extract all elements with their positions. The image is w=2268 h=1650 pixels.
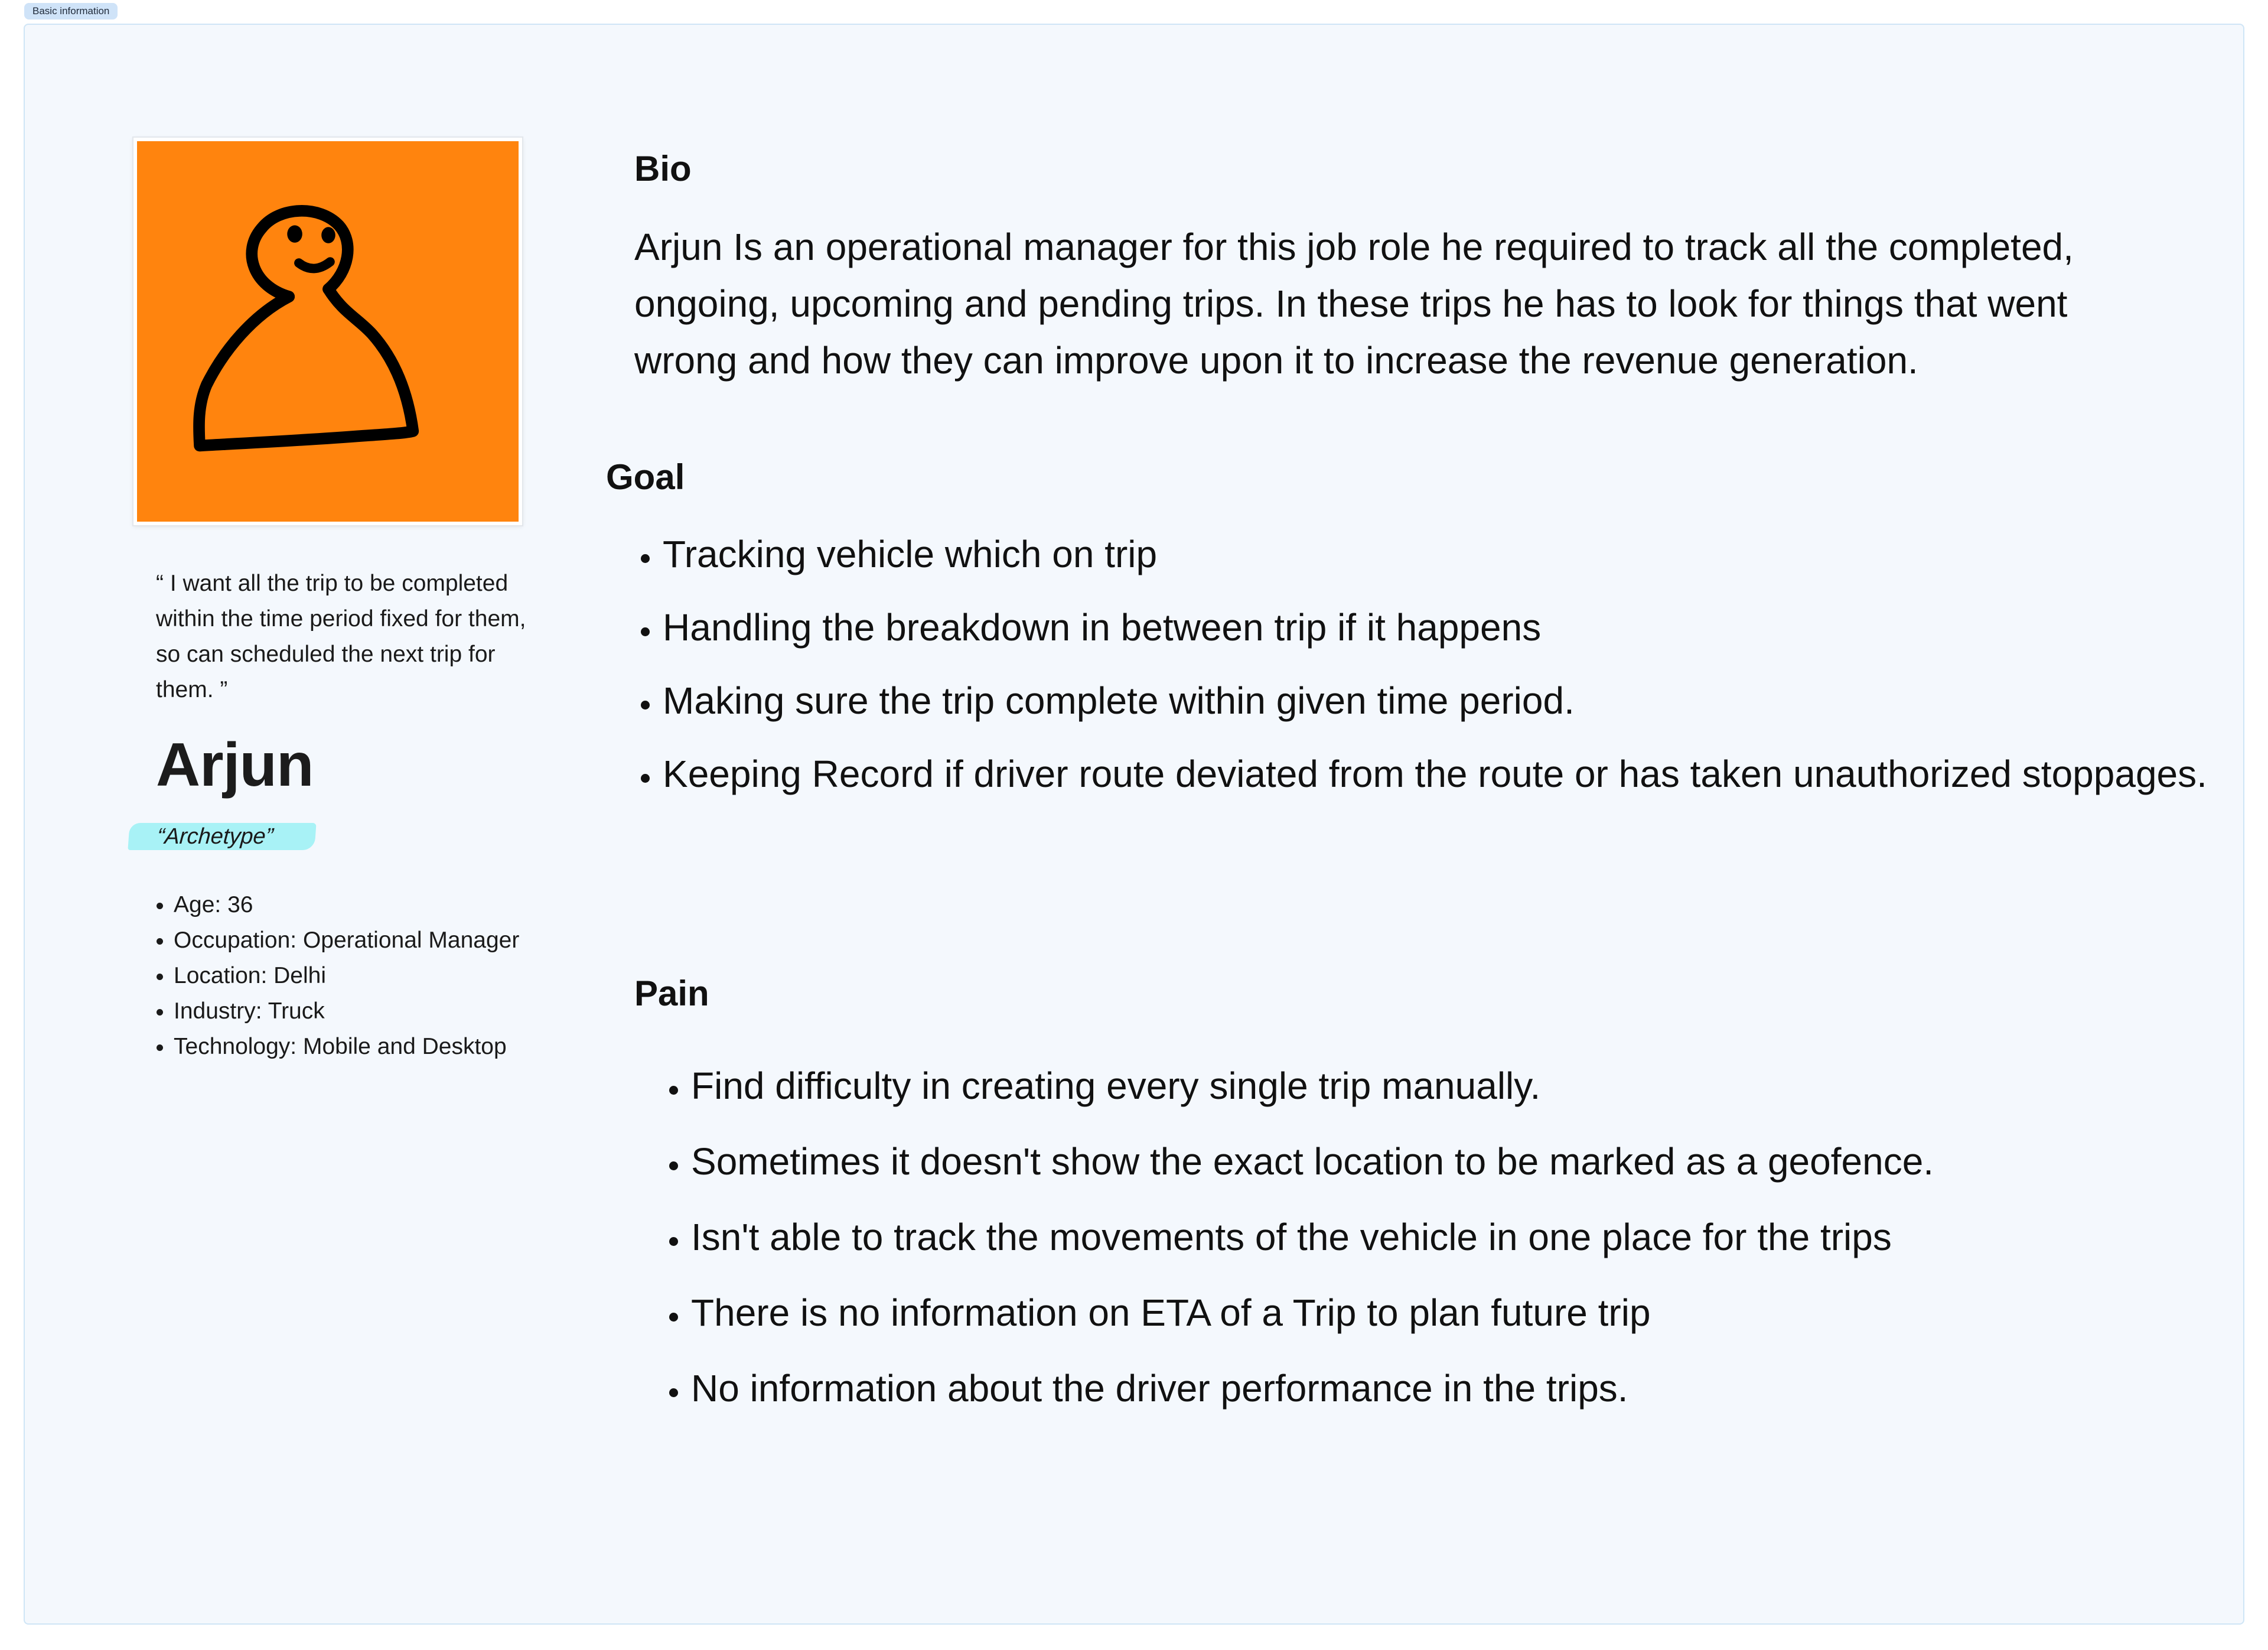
goal-heading: Goal: [606, 457, 685, 497]
persona-avatar: [133, 138, 522, 525]
archetype-tag: “Archetype”: [128, 823, 316, 850]
pain-item: • Find difficulty in creating every single trip manually.: [691, 1057, 2215, 1114]
persona-name: Arjun: [156, 731, 314, 799]
attribute-item-location: • Location: Delhi: [174, 958, 519, 994]
pain-item: • There is no information on ETA of a Trip to plan future trip: [691, 1284, 2215, 1341]
goal-item: • Making sure the trip complete within given time period.: [663, 672, 2210, 729]
goal-item: • Tracking vehicle which on trip: [663, 526, 2210, 582]
persona-attributes: [149, 887, 519, 1065]
attribute-item-occupation: • Occupation: Operational Manager: [174, 923, 519, 958]
attribute-item-age: • Age: 36: [174, 887, 519, 923]
frame-label[interactable]: Basic information: [24, 3, 118, 19]
pain-item: • Isn't able to track the movements of the vehicle in one place for the trips: [691, 1209, 2215, 1265]
pain-item: • Sometimes it doesn't show the exact location to be marked as a geofence.: [691, 1133, 2215, 1190]
pain-list: [634, 1057, 2215, 1436]
bio-text: Arjun Is an operational manager for this job role he required to track all the completed, ongoing, upcoming and pending trips. In these trips he has to look for things that went wrong and how they can improve upon it to increase the revenue generation.: [634, 226, 2074, 382]
goal-item: • Handling the breakdown in between trip if it happens: [663, 599, 2210, 656]
attribute-item-technology: • Technology: Mobile and Desktop: [174, 1029, 519, 1065]
pain-item: • No information about the driver performance in the trips.: [691, 1360, 2215, 1417]
pain-heading: Pain: [634, 974, 709, 1013]
bio-heading: Bio: [634, 149, 692, 188]
goal-list: [606, 526, 2210, 819]
attribute-item-industry: • Industry: Truck: [174, 994, 519, 1029]
persona-quote: “ I want all the trip to be completed within the time period fixed for them, so can scheduled the next trip for them. ”: [156, 571, 526, 702]
goal-item: • Keeping Record if driver route deviated from the route or has taken unauthorized stoppages.: [663, 746, 2210, 802]
person-doodle-icon: [137, 141, 519, 522]
